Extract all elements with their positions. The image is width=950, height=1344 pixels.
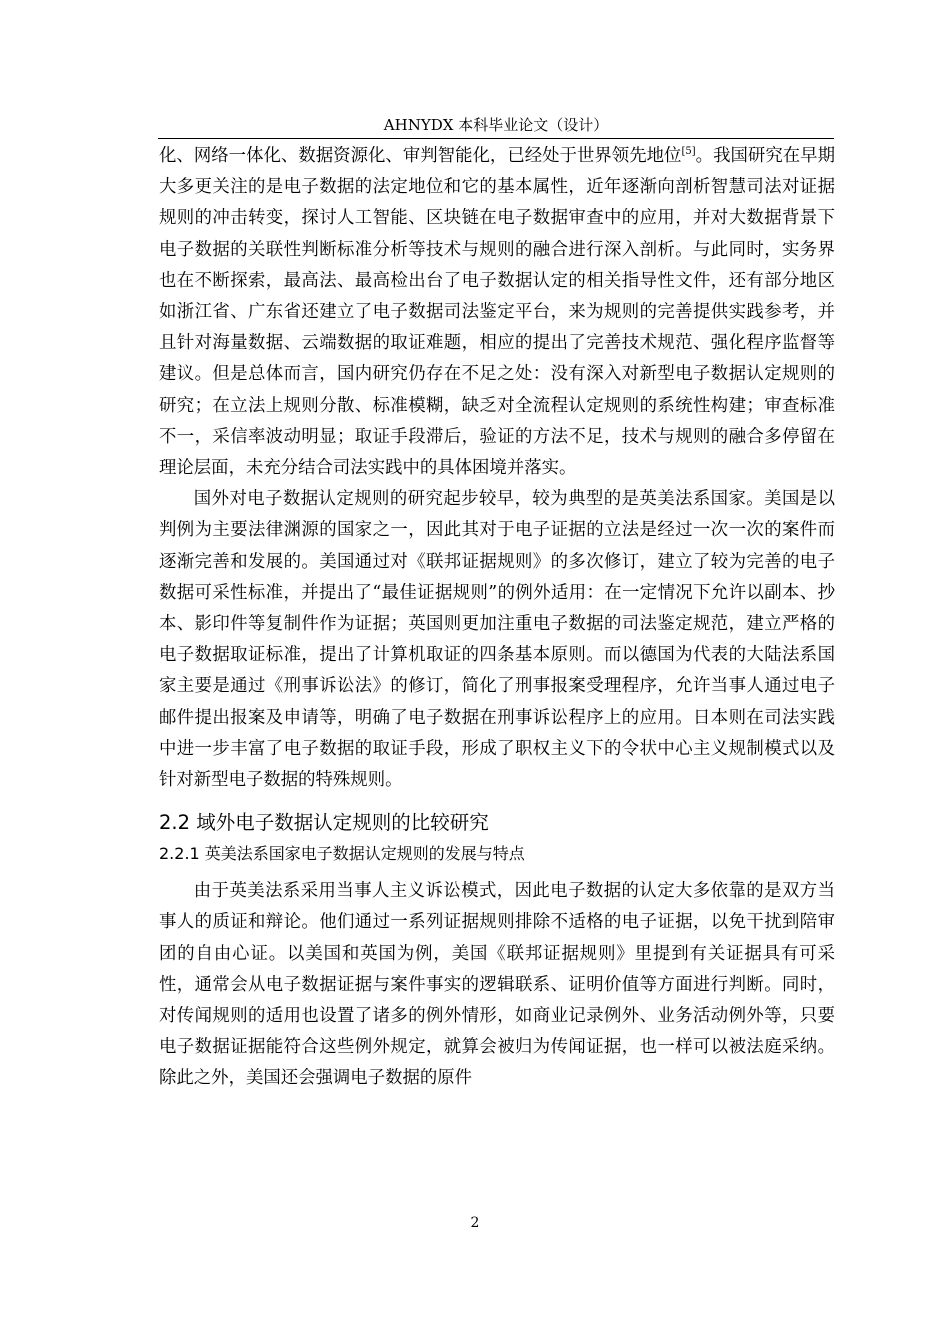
paragraph-text: 化、网络一体化、数据资源化、审判智能化，已经处于世界领先地位 bbox=[159, 146, 682, 166]
running-header: AHNYDX 本科毕业论文（设计） bbox=[383, 116, 609, 134]
subsection-heading: 2.2.1 英美法系国家电子数据认定规则的发展与特点 bbox=[159, 844, 525, 864]
paragraph-common-law: 由于英美法系采用当事人主义诉讼模式，因此电子数据的认定大多依靠的是双方当事人的质证和辩论。他们通过一系列证据规则排除不适格的电子证据，以免干扰到陪审团的自由心证。以美国和英国为例，美国《联邦证据规则》里提到有关证据具有可采性，通常会从电子数据证据与案件事实的逻辑联系、证明价值等方面进行判断。同时，对传闻规则的适用也设置了诸多的例外情形，如商业记录例外、业务活动例外等，只要电子数据证据能符合这些例外规定，就算会被归为传闻证据，也一样可以被法庭采纳。除此之外，美国还会强调电子数据的原件 bbox=[159, 881, 835, 1089]
header-rule bbox=[158, 138, 834, 139]
section-heading: 2.2 域外电子数据认定规则的比较研究 bbox=[159, 811, 489, 835]
citation-reference[interactable]: [5] bbox=[681, 146, 696, 157]
body-text bbox=[159, 141, 835, 1095]
page-number: 2 bbox=[470, 1215, 480, 1231]
paragraph-text: 。我国研究在早期大多更关注的是电子数据的法定地位和它的基本属性，近年逐渐向剖析智慧司法对证据规则的冲击转变，探讨人工智能、区块链在电子数据审查中的应用，并对大数据背景下电子数据的关联性判断标准分析等技术与规则的融合进行深入剖析。与此同时，实务界也在不断探索，最高法、最高检出台了电子数据认定的相关指导性文件，还有部分地区如浙江省、广东省还建立了电子数据司法鉴定平台，来为规则的完善提供实践参考，并且针对海量数据、云端数据的取证难题，相应的提出了完善技术规范、强化程序监督等建议。但是总体而言，国内研究仍存在不足之处：没有深入对新型电子数据认定规则的研究；在立法上规则分散、标准模糊，缺乏对全流程认定规则的系统性构建；审查标准不一，采信率波动明显；取证手段滞后，验证的方法不足，技术与规则的融合多停留在理论层面，未充分结合司法实践中的具体困境并落实。 bbox=[159, 146, 835, 479]
paragraph-foreign-research: 国外对电子数据认定规则的研究起步较早，较为典型的是英美法系国家。美国是以判例为主要法律渊源的国家之一，因此其对于电子证据的立法是经过一次一次的案件而逐渐完善和发展的。美国通过对《联邦证据规则》的多次修订，建立了较为完善的电子数据可采性标准，并提出了“最佳证据规则”的例外适用：在一定情况下允许以副本、抄本、影印件等复制件作为证据；英国则更加注重电子数据的司法鉴定规范，建立严格的电子数据取证标准，提出了计算机取证的四条基本原则。而以德国为代表的大陆法系国家主要是通过《刑事诉讼法》的修订，简化了刑事报案受理程序，允许当事人通过电子邮件提出报案及申请等，明确了电子数据在刑事诉讼程序上的应用。日本则在司法实践中进一步丰富了电子数据的取证手段，形成了职权主义下的令状中心主义规制模式以及针对新型电子数据的特殊规则。 bbox=[159, 489, 835, 791]
paragraph-continued bbox=[159, 141, 835, 484]
